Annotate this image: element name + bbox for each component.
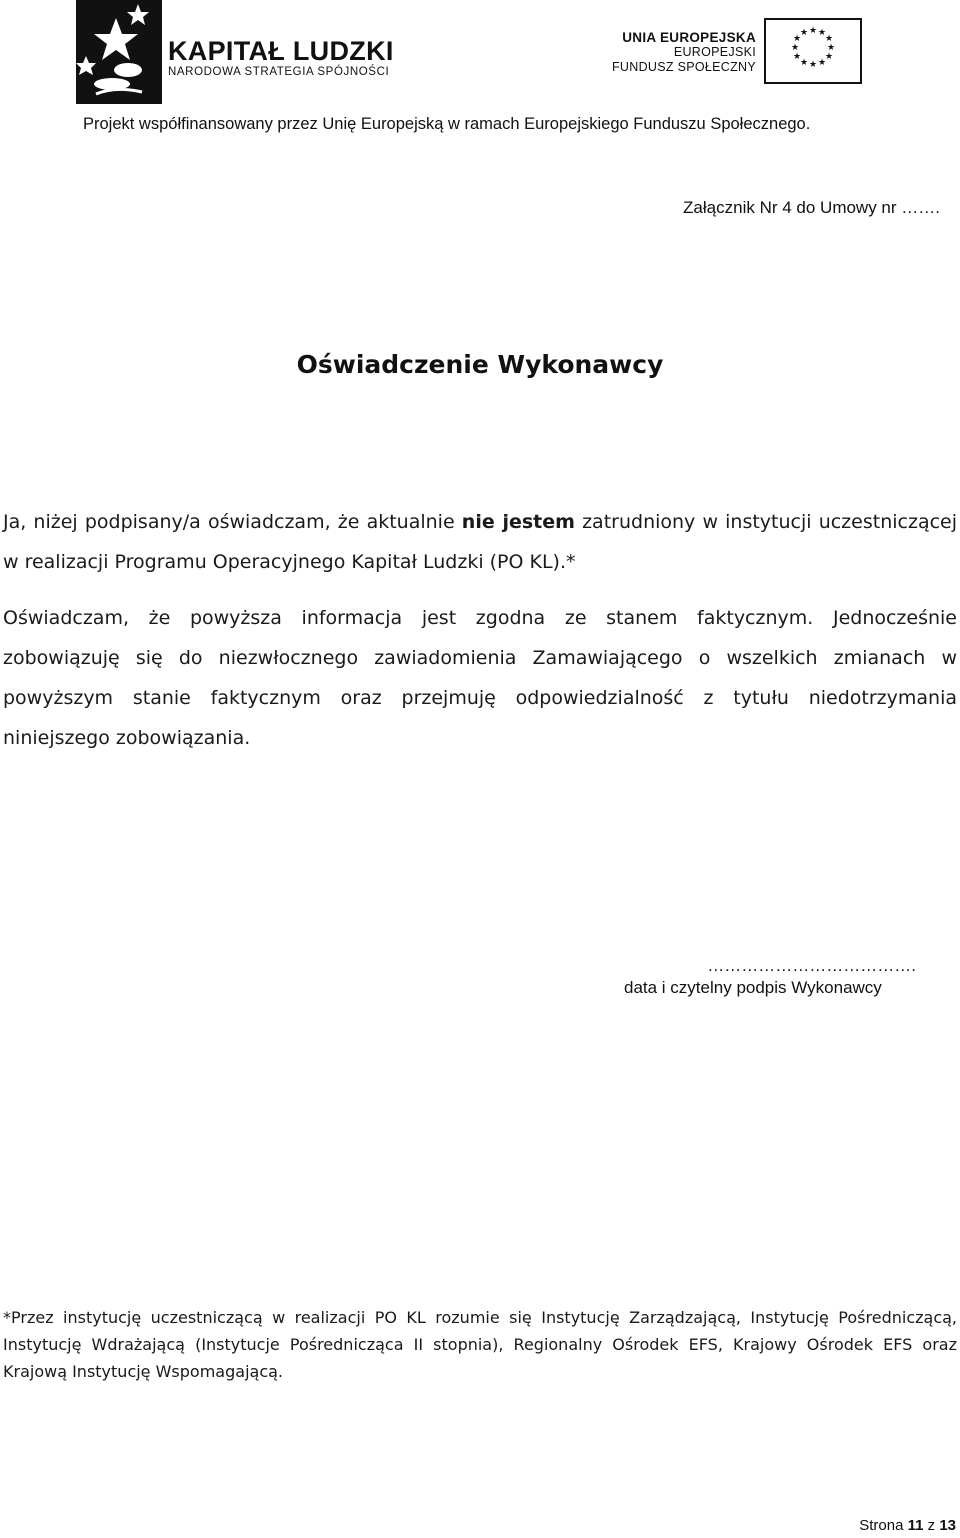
- svg-text:★: ★: [817, 58, 827, 68]
- svg-text:★: ★: [817, 28, 827, 38]
- svg-text:★: ★: [792, 52, 802, 62]
- kapital-ludzki-logo: [76, 0, 396, 104]
- svg-text:★: ★: [799, 28, 809, 38]
- eu-logo-line3: FUNDUSZ SPOŁECZNY: [611, 60, 756, 74]
- svg-text:★: ★: [808, 26, 818, 36]
- svg-text:★: ★: [824, 34, 834, 44]
- eu-logo-line2: EUROPEJSKI: [673, 45, 756, 59]
- signature-line: ……………………………….: [707, 956, 916, 975]
- svg-text:★: ★: [824, 52, 834, 62]
- page-current: 11: [907, 1517, 924, 1534]
- svg-text:★: ★: [790, 43, 800, 53]
- eu-flag-icon: [764, 18, 862, 84]
- declaration-bold-phrase: nie jestem: [461, 511, 575, 533]
- annex-label: Załącznik Nr 4 do Umowy nr …….: [683, 198, 940, 217]
- eu-stars-icon: [766, 20, 860, 82]
- declaration-text-end: zatrudniony w instytucji uczestniczącej w realizacji Programu Operacyjnego Kapitał Ludzki (PO KL).*: [3, 511, 957, 573]
- eu-logo-line1: UNIA EUROPEJSKA: [622, 30, 756, 45]
- page-total: 13: [939, 1517, 956, 1534]
- svg-text:★: ★: [799, 58, 809, 68]
- svg-text:★: ★: [808, 60, 818, 70]
- kapital-ludzki-title: KAPITAŁ LUDZKI: [168, 36, 394, 66]
- signature-caption: data i czytelny podpis Wykonawcy: [624, 978, 882, 997]
- declaration-text-start: Ja, niżej podpisany/a oświadczam, że aktualnie: [3, 511, 462, 533]
- eu-logo-text: [612, 30, 756, 75]
- declaration-paragraph: [3, 502, 957, 582]
- page-number: [859, 1517, 956, 1534]
- document-title: Oświadczenie Wykonawcy: [296, 350, 664, 379]
- eu-logo: [611, 18, 862, 84]
- page-prefix: Strona: [859, 1517, 904, 1534]
- kapital-ludzki-emblem-icon: [76, 0, 162, 104]
- confirmation-paragraph: Oświadczam, że powyższa informacja jest zgodna ze stanem faktycznym. Jednocześnie zobowiązuję się do niezwłocznego zawiadomienia Zamawiającego o wszelkich zmianach w powyższym stanie faktycznym oraz przejmuję odpowiedzialność z tytułu niedotrzymania niniejszego zobowiązania.: [3, 607, 957, 749]
- cofinance-statement: Projekt współfinansowany przez Unię Europejską w ramach Europejskiego Funduszu Społecznego.: [83, 115, 811, 133]
- svg-text:★: ★: [792, 34, 802, 44]
- kapital-ludzki-subtitle: NARODOWA STRATEGIA SPÓJNOŚCI: [168, 66, 390, 78]
- signature-block: [624, 956, 924, 998]
- page-separator: z: [927, 1517, 936, 1534]
- svg-text:★: ★: [826, 43, 836, 53]
- footnote: *Przez instytucję uczestniczącą w realizacji PO KL rozumie się Instytucję Zarządzającą, Instytucję Pośredniczącą, Instytucję Wdrażającą (Instytucje Pośrednicząca II stopnia), Regionalny Ośrodek EFS, Krajowy Ośrodek EFS oraz Krajową Instytucję Wspomagającą.: [3, 1308, 957, 1381]
